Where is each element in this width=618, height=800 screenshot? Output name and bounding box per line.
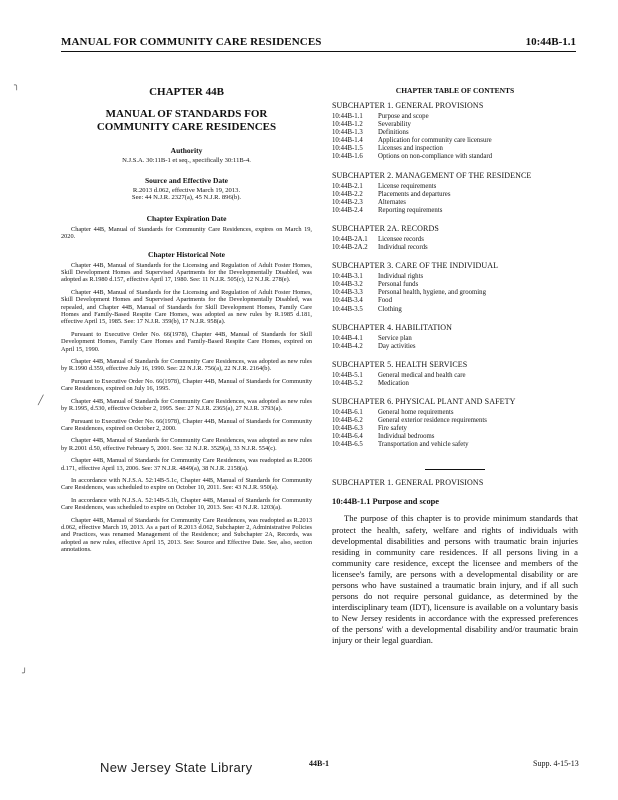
- toc-entry[interactable]: [332, 113, 578, 121]
- toc-entry-number: 10:44B-2.3: [332, 198, 363, 206]
- page-number: 44B-1: [309, 759, 329, 768]
- toc-entry-label: Placements and departures: [378, 190, 451, 198]
- toc-entry-number: 10:44B-1.4: [332, 137, 363, 145]
- toc-entry-number: 10:44B-6.3: [332, 425, 363, 433]
- toc-entry-number: 10:44B-2.4: [332, 206, 363, 214]
- toc-entry-number: 10:44B-4.2: [332, 342, 363, 350]
- toc-subchapter-title: SUBCHAPTER 5. HEALTH SERVICES: [332, 359, 468, 369]
- toc-entry-label: Purpose and scope: [378, 113, 429, 120]
- history-note: In accordance with N.J.S.A. 52:14B-5.1b, Chapter 44B, Manual of Standards for Community Care Residences, was scheduled to expire on October 10, 2013. See: 43 N.J.R. 1203(a).: [61, 496, 312, 512]
- history-note: Chapter 44B, Manual of Standards for Community Care Residences, was readopted as R.2013 d.062, effective March 19, 2013. As a part of R.2013 d.062, Subchapter 2, Administrative Policies and Practices, was renamed Management of the Residence; and Subchapter 2A, Records, was adopted as new rules, effective April 15, 2013. See: Source and Effective Date. See, also, section annotations.: [61, 516, 312, 554]
- toc-subchapter-title: SUBCHAPTER 2. MANAGEMENT OF THE RESIDENCE: [332, 170, 532, 180]
- toc-entry[interactable]: [332, 183, 578, 191]
- toc-entry-number: 10:44B-1.5: [332, 145, 363, 153]
- toc-entry-number: 10:44B-6.1: [332, 408, 363, 416]
- section-paragraph: The purpose of this chapter is to provide minimum standards that protect the health, safety, welfare and rights of individuals with developmental disabilities and persons with traumatic brain injuries residing in community care residences. If all persons living in a community care residence, except the licensee and members of the licensee's family, are persons with a developmental disability or are persons who have sustained a traumatic brain injury, and if all such persons do not require personal guidance, as determined by the interdisciplinary team (IDT), licensure is available on a voluntary basis to New Jersey residents in accordance with the expressed preferences of the persons' with a developmental disability and/or traumatic brain injury or their legal guardian.: [332, 513, 578, 646]
- toc-entry-label: Individual rights: [378, 273, 424, 281]
- toc-entry[interactable]: [332, 244, 578, 252]
- history-note: Chapter 44B, Manual of Standards for the Licensing and Regulation of Adult Foster Homes, Skill Development Homes and Supervised Apartments for the Developmentally Disabled, was adopted as R.1980 d.157, effective April 17, 1980. See: 11 N.J.R. 505(c), 12 N.J.R. 278(e).: [61, 261, 312, 284]
- toc-entry[interactable]: [332, 121, 578, 129]
- toc-entry-label: Licenses and inspection: [378, 145, 443, 153]
- toc-entry-label: Individual records: [378, 244, 428, 252]
- toc-entry-label: Alternates: [378, 198, 406, 206]
- toc-entry[interactable]: [332, 236, 578, 244]
- toc-entry-number: 10:44B-2.1: [332, 182, 363, 190]
- history-note: Pursuant to Executive Order No. 66(1978), Chapter 44B, Manual of Standards for Skill Development Homes, Family Care Homes and Family-Based Respite Care Homes, expired on April 15, 1990.: [61, 330, 312, 353]
- toc-subchapter-title: SUBCHAPTER 3. CARE OF THE INDIVIDUAL: [332, 261, 499, 271]
- toc-entry-label: General medical and health care: [378, 371, 466, 379]
- toc-subchapter-title: SUBCHAPTER 1. GENERAL PROVISIONS: [332, 101, 484, 110]
- toc-entry-label: Day activities: [378, 342, 416, 350]
- toc-subchapter-title: SUBCHAPTER 6. PHYSICAL PLANT AND SAFETY: [332, 396, 516, 406]
- chapter-number: CHAPTER 44B: [149, 86, 224, 98]
- chapter-title-line: COMMUNITY CARE RESIDENCES: [96, 121, 277, 133]
- toc-entry-number: 10:44B-3.5: [332, 305, 363, 313]
- authority-text: N.J.S.A. 30:11B-1 et seq., specifically 30:11B-4.: [122, 157, 251, 164]
- toc-entry[interactable]: [332, 409, 578, 417]
- history-note: In accordance with N.J.S.A. 52:14B-5.1c, Chapter 44B, Manual of Standards for Community Care Residences, was scheduled to expire on October 10, 2011. See: 43 N.J.R. 950(a).: [61, 476, 312, 492]
- toc-entry-number: 10:44B-1.6: [332, 153, 363, 161]
- toc-entry-number: 10:44B-3.1: [332, 273, 363, 281]
- toc-entry-label: Severability: [378, 121, 411, 129]
- running-header-title: MANUAL FOR COMMUNITY CARE RESIDENCES: [61, 36, 322, 48]
- toc-entry-label: Application for community care licensure: [378, 137, 492, 145]
- history-heading: Chapter Historical Note: [148, 249, 225, 259]
- toc-entry[interactable]: [332, 129, 578, 137]
- history-note: Chapter 44B, Manual of Standards for the Licensing and Regulation of Adult Foster Homes, Skill Development Homes and Supervised Apartments for the Developmentally Disabled, was repealed, and Chapter 44B, Manual of Standards for Skill Development Homes, Family Care Homes and Family-Based Respite Care Homes, was adopted as new rules by R.1985 d.181, effective April 15, 1985. See: 17 N.J.R. 359(b), 17 N.J.R. 958(a).: [61, 288, 312, 326]
- toc-entry-number: 10:44B-2A.1: [332, 235, 368, 243]
- toc-subchapter-title: SUBCHAPTER 4. HABILITATION: [332, 322, 452, 332]
- toc-entry[interactable]: [332, 372, 578, 380]
- history-notes: [61, 262, 312, 554]
- toc-entry-label: Service plan: [378, 334, 412, 342]
- subchapter-heading: SUBCHAPTER 1. GENERAL PROVISIONS: [332, 478, 484, 488]
- toc-entry-number: 10:44B-1.3: [332, 129, 363, 137]
- section-divider: [425, 469, 485, 470]
- scan-mark: ╱: [38, 395, 44, 405]
- toc-entry[interactable]: [332, 306, 578, 314]
- expiration-text: Chapter 44B, Manual of Standards for Community Care Residences, expires on March 19, 2020.: [61, 225, 312, 241]
- toc-entry[interactable]: [332, 137, 578, 145]
- right-column: [332, 86, 578, 647]
- toc-entry-number: 10:44B-6.2: [332, 417, 363, 425]
- history-note: Pursuant to Executive Order No. 66(1978), Chapter 44B, Manual of Standards for Community Care Residences, expired on October 2, 2000.: [61, 417, 312, 432]
- toc-entry-label: Reporting requirements: [378, 206, 443, 214]
- toc-entry-label: Transportation and vehicle safety: [378, 441, 469, 449]
- scan-mark: ╯: [22, 668, 28, 678]
- scan-mark: ╮: [14, 80, 20, 90]
- expiration-note: [61, 226, 312, 241]
- toc-entry-label: Clothing: [378, 305, 402, 313]
- history-note: Chapter 44B, Manual of Standards for Community Care Residences, was adopted as new rules by R.1995, d.530, effective October 2, 1995. See: 27 N.J.R. 2365(a), 27 N.J.R. 3793(a).: [61, 397, 312, 413]
- toc-entry[interactable]: [332, 425, 578, 433]
- section-title: 10:44B-1.1 Purpose and scope: [332, 497, 440, 507]
- toc-entry[interactable]: [332, 380, 578, 388]
- toc-entry[interactable]: [332, 297, 578, 305]
- toc-entry[interactable]: [332, 281, 578, 289]
- toc-entry-number: 10:44B-2.2: [332, 190, 363, 198]
- toc-entry-number: 10:44B-1.2: [332, 121, 363, 129]
- source-line: See: 44 N.J.R. 2327(a), 45 N.J.R. 896(b).: [131, 194, 242, 202]
- toc-entry-label: License requirements: [378, 182, 437, 190]
- toc-entry-label: General exterior residence requirements: [378, 417, 487, 425]
- toc-entry-label: Individual bedrooms: [378, 433, 435, 441]
- toc-entry-label: General home requirements: [378, 408, 454, 416]
- toc-entry-number: 10:44B-4.1: [332, 334, 363, 342]
- toc-entry-label: Personal funds: [378, 281, 419, 289]
- toc-entry-label: Personal health, hygiene, and grooming: [378, 289, 486, 297]
- toc-entry[interactable]: [332, 153, 578, 161]
- toc-entry-number: 10:44B-3.4: [332, 297, 363, 305]
- source-heading: Source and Effective Date: [145, 175, 228, 185]
- library-watermark: New Jersey State Library: [100, 760, 253, 775]
- left-column: [61, 86, 312, 559]
- toc-entry[interactable]: [332, 441, 578, 449]
- toc-entry[interactable]: [332, 335, 578, 343]
- chapter-title-line: MANUAL OF STANDARDS FOR: [105, 108, 268, 120]
- toc-entry-label: Fire safety: [378, 425, 407, 433]
- toc-entry-number: 10:44B-2A.2: [332, 244, 368, 252]
- toc-entry[interactable]: [332, 289, 578, 297]
- chapter-title: [61, 108, 312, 134]
- source-line: R.2013 d.062, effective March 19, 2013.: [132, 186, 241, 194]
- toc-entry[interactable]: [332, 417, 578, 425]
- supplement-date: Supp. 4-15-13: [533, 759, 579, 768]
- toc-entry[interactable]: [332, 207, 578, 215]
- toc-entry-label: Food: [378, 297, 392, 305]
- toc-entry[interactable]: [332, 273, 578, 281]
- history-note: Chapter 44B, Manual of Standards for Community Care Residences, was adopted as new rules by R.1990 d.359, effective July 16, 1990. See: 22 N.J.R. 756(a), 22 N.J.R. 2164(b).: [61, 358, 312, 373]
- toc-entry[interactable]: [332, 145, 578, 153]
- toc-entry-number: 10:44B-6.5: [332, 441, 363, 449]
- running-header-section: 10:44B-1.1: [525, 36, 576, 48]
- toc-entry-label: Licensee records: [378, 235, 424, 243]
- toc-entry-number: 10:44B-3.2: [332, 281, 363, 289]
- toc-entry[interactable]: [332, 191, 578, 199]
- toc-subchapter-title: SUBCHAPTER 2A. RECORDS: [332, 223, 439, 233]
- toc-entry-label: Options on non-compliance with standard: [378, 153, 493, 161]
- toc-entry-label: Medication: [378, 379, 409, 387]
- expiration-heading: Chapter Expiration Date: [146, 213, 227, 223]
- toc-entry-number: 10:44B-5.2: [332, 379, 363, 387]
- toc-entry[interactable]: [332, 343, 578, 351]
- authority-heading: Authority: [170, 146, 203, 155]
- toc-entry-label: Definitions: [378, 129, 409, 137]
- toc-entry-number: 10:44B-5.1: [332, 371, 363, 379]
- toc-heading: CHAPTER TABLE OF CONTENTS: [395, 86, 515, 95]
- toc-entry[interactable]: [332, 433, 578, 441]
- header-rule: [61, 51, 576, 52]
- history-note: Chapter 44B, Manual of Standards for Community Care Residences, was readopted as R.2006 d.171, effective April 13, 2006. See: 37 N.J.R. 4849(a), 38 N.J.R. 2158(a).: [61, 457, 312, 472]
- toc-entry-number: 10:44B-1.1: [332, 113, 363, 120]
- table-of-contents: [332, 101, 578, 449]
- toc-entry-number: 10:44B-3.3: [332, 289, 363, 297]
- history-note: Chapter 44B, Manual of Standards for Community Care Residences, was adopted as new rules by R.2001 d.50, effective February 5, 2001. See: 32 N.J.R. 3529(a), 33 N.J.R. 554(c).: [61, 437, 312, 452]
- history-note: Pursuant to Executive Order No. 66(1978), Chapter 44B, Manual of Standards for Community Care Residences, expired on July 16, 1995.: [61, 377, 312, 393]
- toc-entry-number: 10:44B-6.4: [332, 433, 363, 441]
- toc-entry[interactable]: [332, 199, 578, 207]
